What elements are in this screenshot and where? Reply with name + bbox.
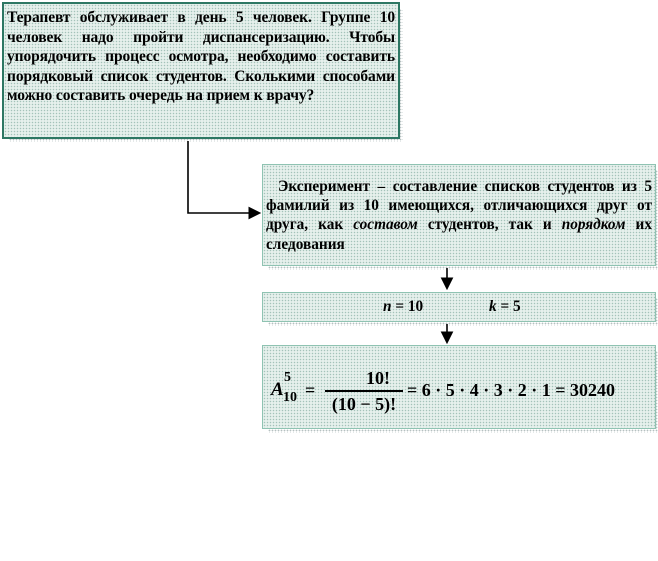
param-n-value: = 10 (391, 298, 424, 315)
problem-text: Терапевт обслуживает в день 5 человек. Группе 10 человек надо пройти диспансеризацию. Чтобы упорядочить процесс осмотра, необходимо составить порядковый список студентов. Сколькими способами можно составить очередь на прием к врачу? (7, 9, 395, 105)
elbow-arrow (188, 141, 258, 213)
param-k-var: k (489, 298, 497, 315)
formula-numerator: 10! (366, 368, 390, 388)
experiment-text-part3: их следования (266, 216, 652, 253)
param-n-var: n (383, 298, 392, 315)
experiment-word-composition: составом (353, 216, 418, 234)
formula-superscript: 5 (284, 370, 291, 385)
experiment-text-part2: студентов, так и (417, 216, 562, 234)
formula-result: = 6 · 5 · 4 · 3 · 2 · 1 = 30240 (407, 380, 616, 400)
experiment-word-order: порядком (561, 216, 626, 234)
experiment-text-part1: Эксперимент – составление списков студентов из 5 фамилий из 10 имеющихся, отличающихся друг от друга, как (266, 178, 652, 234)
param-k-value: = 5 (496, 298, 521, 315)
formula-equals: = (305, 380, 316, 400)
formula-subscript: 10 (283, 390, 297, 405)
formula-symbol: A (271, 379, 284, 400)
formula-denominator: (10 − 5)! (331, 394, 397, 414)
